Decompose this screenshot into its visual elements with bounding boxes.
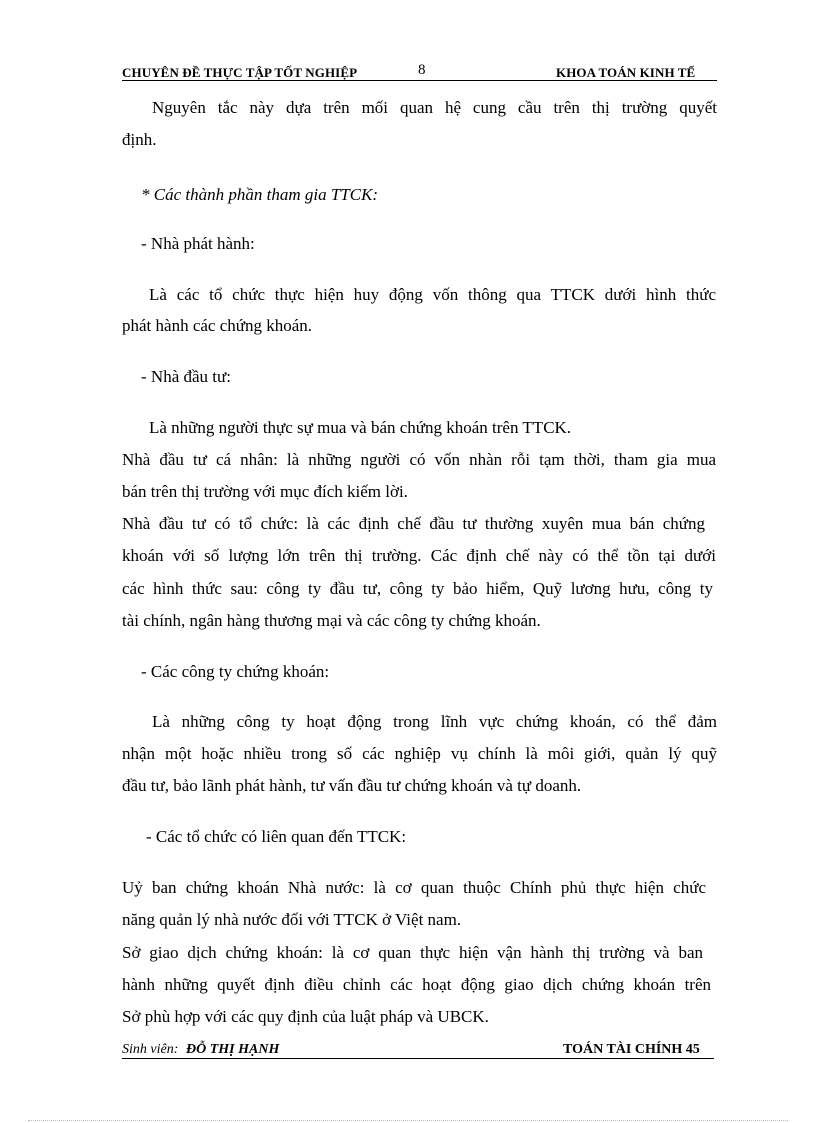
paragraph-line: định. [122, 130, 157, 149]
section-title: * Các thành phần tham gia TTCK: [141, 185, 379, 204]
investor-heading: - Nhà đầu tư: [141, 367, 231, 386]
footer-class: TOÁN TÀI CHÍNH 45 [563, 1042, 700, 1057]
paragraph-line: Là những công ty hoạt động trong lĩnh vực chứng khoán, có thể đảm [152, 712, 717, 731]
paragraph-line: nhận một hoặc nhiều trong số các nghiệp vụ chính là môi giới, quản lý quỹ [122, 744, 717, 763]
header-rule [122, 80, 717, 81]
paragraph-line: Nhà đầu tư có tổ chức: là các định chế đầu tư thường xuyên mua bán chứng [122, 514, 705, 533]
paragraph-line: phát hành các chứng khoán. [122, 316, 313, 335]
header-right: KHOA TOÁN KINH TẾ [556, 65, 696, 80]
paragraph-line: hành những quyết định điều chỉnh các hoạt động giao dịch chứng khoán trên [122, 975, 711, 994]
issuer-heading: - Nhà phát hành: [141, 234, 255, 253]
paragraph-line: bán trên thị trường với mục đích kiếm lời. [122, 482, 408, 501]
paragraph-line: Là những người thực sự mua và bán chứng khoán trên TTCK. [149, 418, 572, 437]
page-boundary [28, 1120, 788, 1121]
header-left: CHUYÊN ĐỀ THỰC TẬP TỐT NGHIỆP [122, 65, 358, 80]
paragraph-line: khoán với số lượng lớn trên thị trường. Các định chế này có thể tồn tại dưới [122, 546, 716, 565]
footer-student-label: Sinh viên: [122, 1042, 179, 1057]
paragraph-line: Nhà đầu tư cá nhân: là những người có vốn nhàn rỗi tạm thời, tham gia mua [122, 450, 716, 469]
paragraph-line: Là các tổ chức thực hiện huy động vốn thông qua TTCK dưới hình thức [149, 285, 716, 304]
firms-heading: - Các công ty chứng khoán: [141, 662, 330, 681]
paragraph-line: Sở giao dịch chứng khoán: là cơ quan thực hiện vận hành thị trường và ban [122, 943, 703, 962]
paragraph-line: Uỷ ban chứng khoán Nhà nước: là cơ quan thuộc Chính phủ thực hiện chức [122, 878, 706, 897]
orgs-heading: - Các tổ chức có liên quan đến TTCK: [146, 827, 407, 846]
paragraph-line: các hình thức sau: công ty đầu tư, công ty bảo hiểm, Quỹ lương hưu, công ty [122, 579, 713, 598]
paragraph-line: Nguyên tắc này dựa trên mối quan hệ cung cầu trên thị trường quyết [152, 98, 717, 117]
paragraph-line: năng quản lý nhà nước đối với TTCK ở Việt nam. [122, 910, 462, 929]
paragraph-line: tài chính, ngân hàng thương mại và các công ty chứng khoán. [122, 611, 541, 630]
footer-rule [122, 1058, 714, 1059]
paragraph-line: đầu tư, bảo lãnh phát hành, tư vấn đầu tư chứng khoán và tự doanh. [122, 776, 582, 795]
paragraph-line: Sở phù hợp với các quy định của luật pháp và UBCK. [122, 1007, 489, 1026]
page-number: 8 [418, 62, 426, 78]
footer-student-name: ĐỖ THỊ HẠNH [186, 1042, 280, 1057]
